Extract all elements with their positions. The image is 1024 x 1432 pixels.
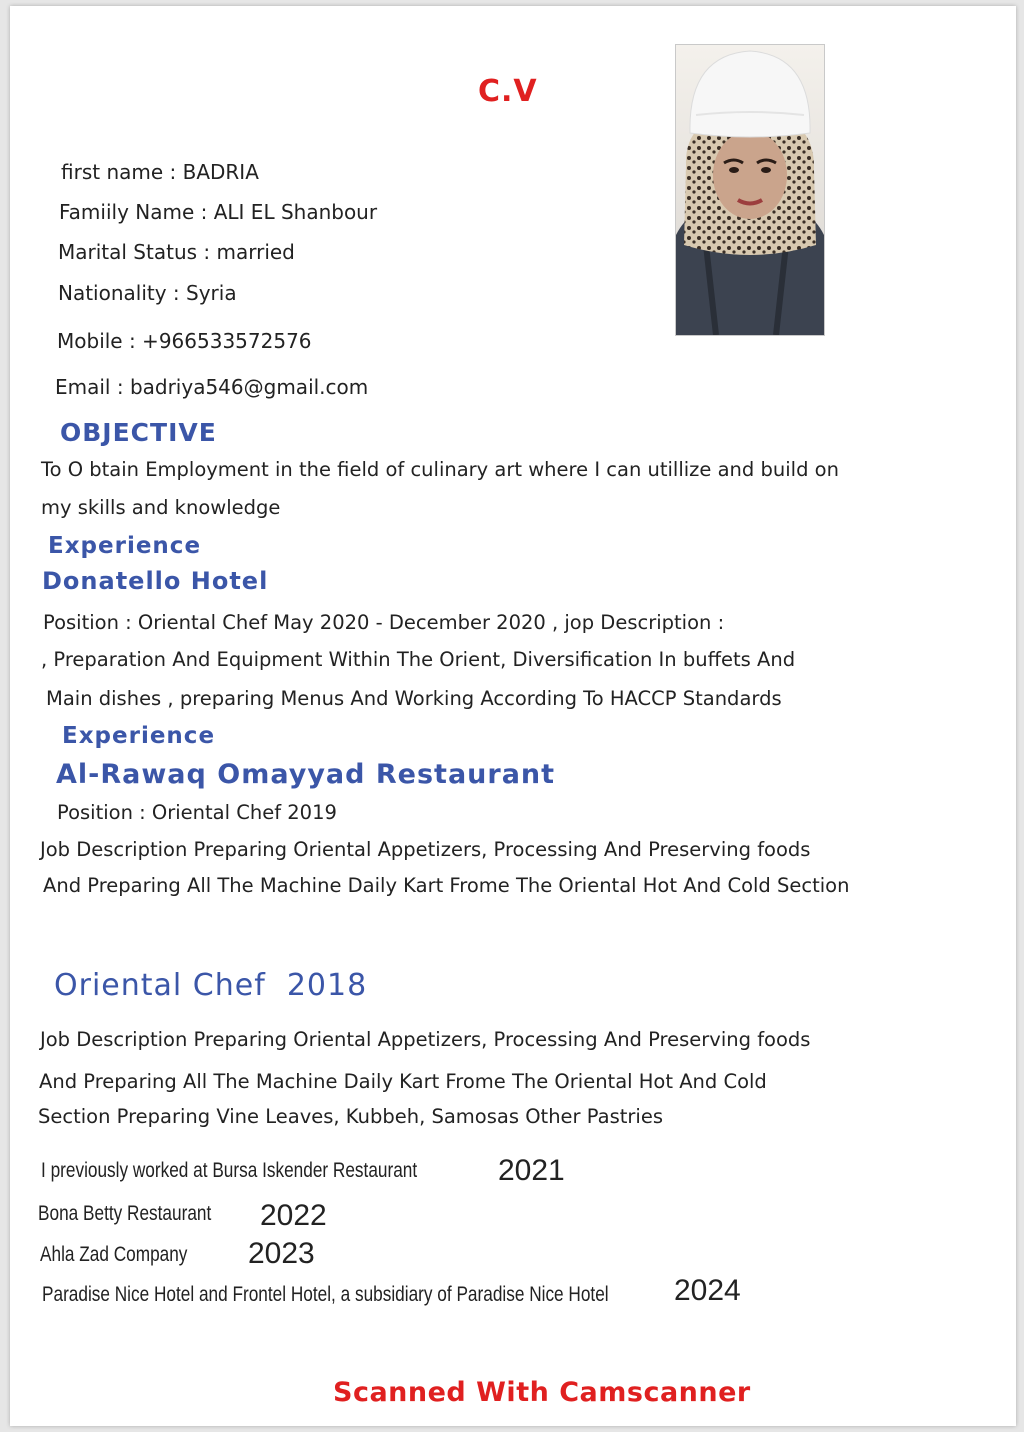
history-item-2-year: 2022 <box>260 1199 327 1232</box>
nationality-field: Nationality : Syria <box>58 281 237 305</box>
history-item-2-text: Bona Betty Restaurant <box>38 1202 212 1225</box>
experience3-line-2: And Preparing All The Machine Daily Kart Frome The Oriental Hot And Cold <box>39 1070 767 1093</box>
first-name-field: first name : BADRIA <box>61 160 259 184</box>
family-name-field: Famiily Name : ALI EL Shanbour <box>59 200 378 224</box>
experience1-line-2: , Preparation And Equipment Within The Orient, Diversification In buffets And <box>41 648 796 671</box>
history-item-1-text: I previously worked at Bursa Iskender Restaurant <box>41 1159 418 1182</box>
experience-heading-1: Experience <box>48 533 202 559</box>
mobile-field: Mobile : +966533572576 <box>57 329 312 353</box>
company-donatello-hotel: Donatello Hotel <box>42 567 269 595</box>
history-item-3-text: Ahla Zad Company <box>40 1243 188 1266</box>
experience1-line-1: Position : Oriental Chef May 2020 - December 2020 , jop Description : <box>43 611 725 634</box>
objective-line-2: my skills and knowledge <box>41 496 281 519</box>
scanner-watermark: Scanned With Camscanner <box>333 1377 751 1408</box>
experience3-line-3: Section Preparing Vine Leaves, Kubbeh, Samosas Other Pastries <box>38 1105 663 1128</box>
email-field: Email : badriya546@gmail.com <box>55 375 369 399</box>
experience-heading-2: Experience <box>62 723 216 749</box>
experience2-line-2: And Preparing All The Machine Daily Kart Frome The Oriental Hot And Cold Section <box>43 874 850 897</box>
experience2-position: Position : Oriental Chef 2019 <box>57 801 337 824</box>
experience3-line-1: Job Description Preparing Oriental Appetizers, Processing And Preserving foods <box>40 1028 811 1051</box>
experience1-line-3: Main dishes , preparing Menus And Working According To HACCP Standards <box>46 687 782 710</box>
company-al-rawaq-restaurant: Al-Rawaq Omayyad Restaurant <box>56 759 556 790</box>
objective-line-1: To O btain Employment in the field of culinary art where I can utillize and build on <box>41 458 839 481</box>
cv-title: C.V <box>478 74 538 109</box>
cv-page <box>10 6 1016 1426</box>
oriental-chef-heading: Oriental Chef 2018 <box>54 968 368 1003</box>
history-item-1-year: 2021 <box>498 1154 565 1187</box>
history-item-4-year: 2024 <box>674 1274 741 1307</box>
experience2-line-1: Job Description Preparing Oriental Appetizers, Processing And Preserving foods <box>40 838 811 861</box>
objective-heading: OBJECTIVE <box>60 418 217 447</box>
chef-portrait-icon <box>676 45 824 335</box>
marital-status-field: Marital Status : married <box>58 240 295 264</box>
history-item-3-year: 2023 <box>248 1237 315 1270</box>
profile-photo <box>675 44 825 336</box>
history-item-4-text: Paradise Nice Hotel and Frontel Hotel, a subsidiary of Paradise Nice Hotel <box>42 1283 609 1306</box>
